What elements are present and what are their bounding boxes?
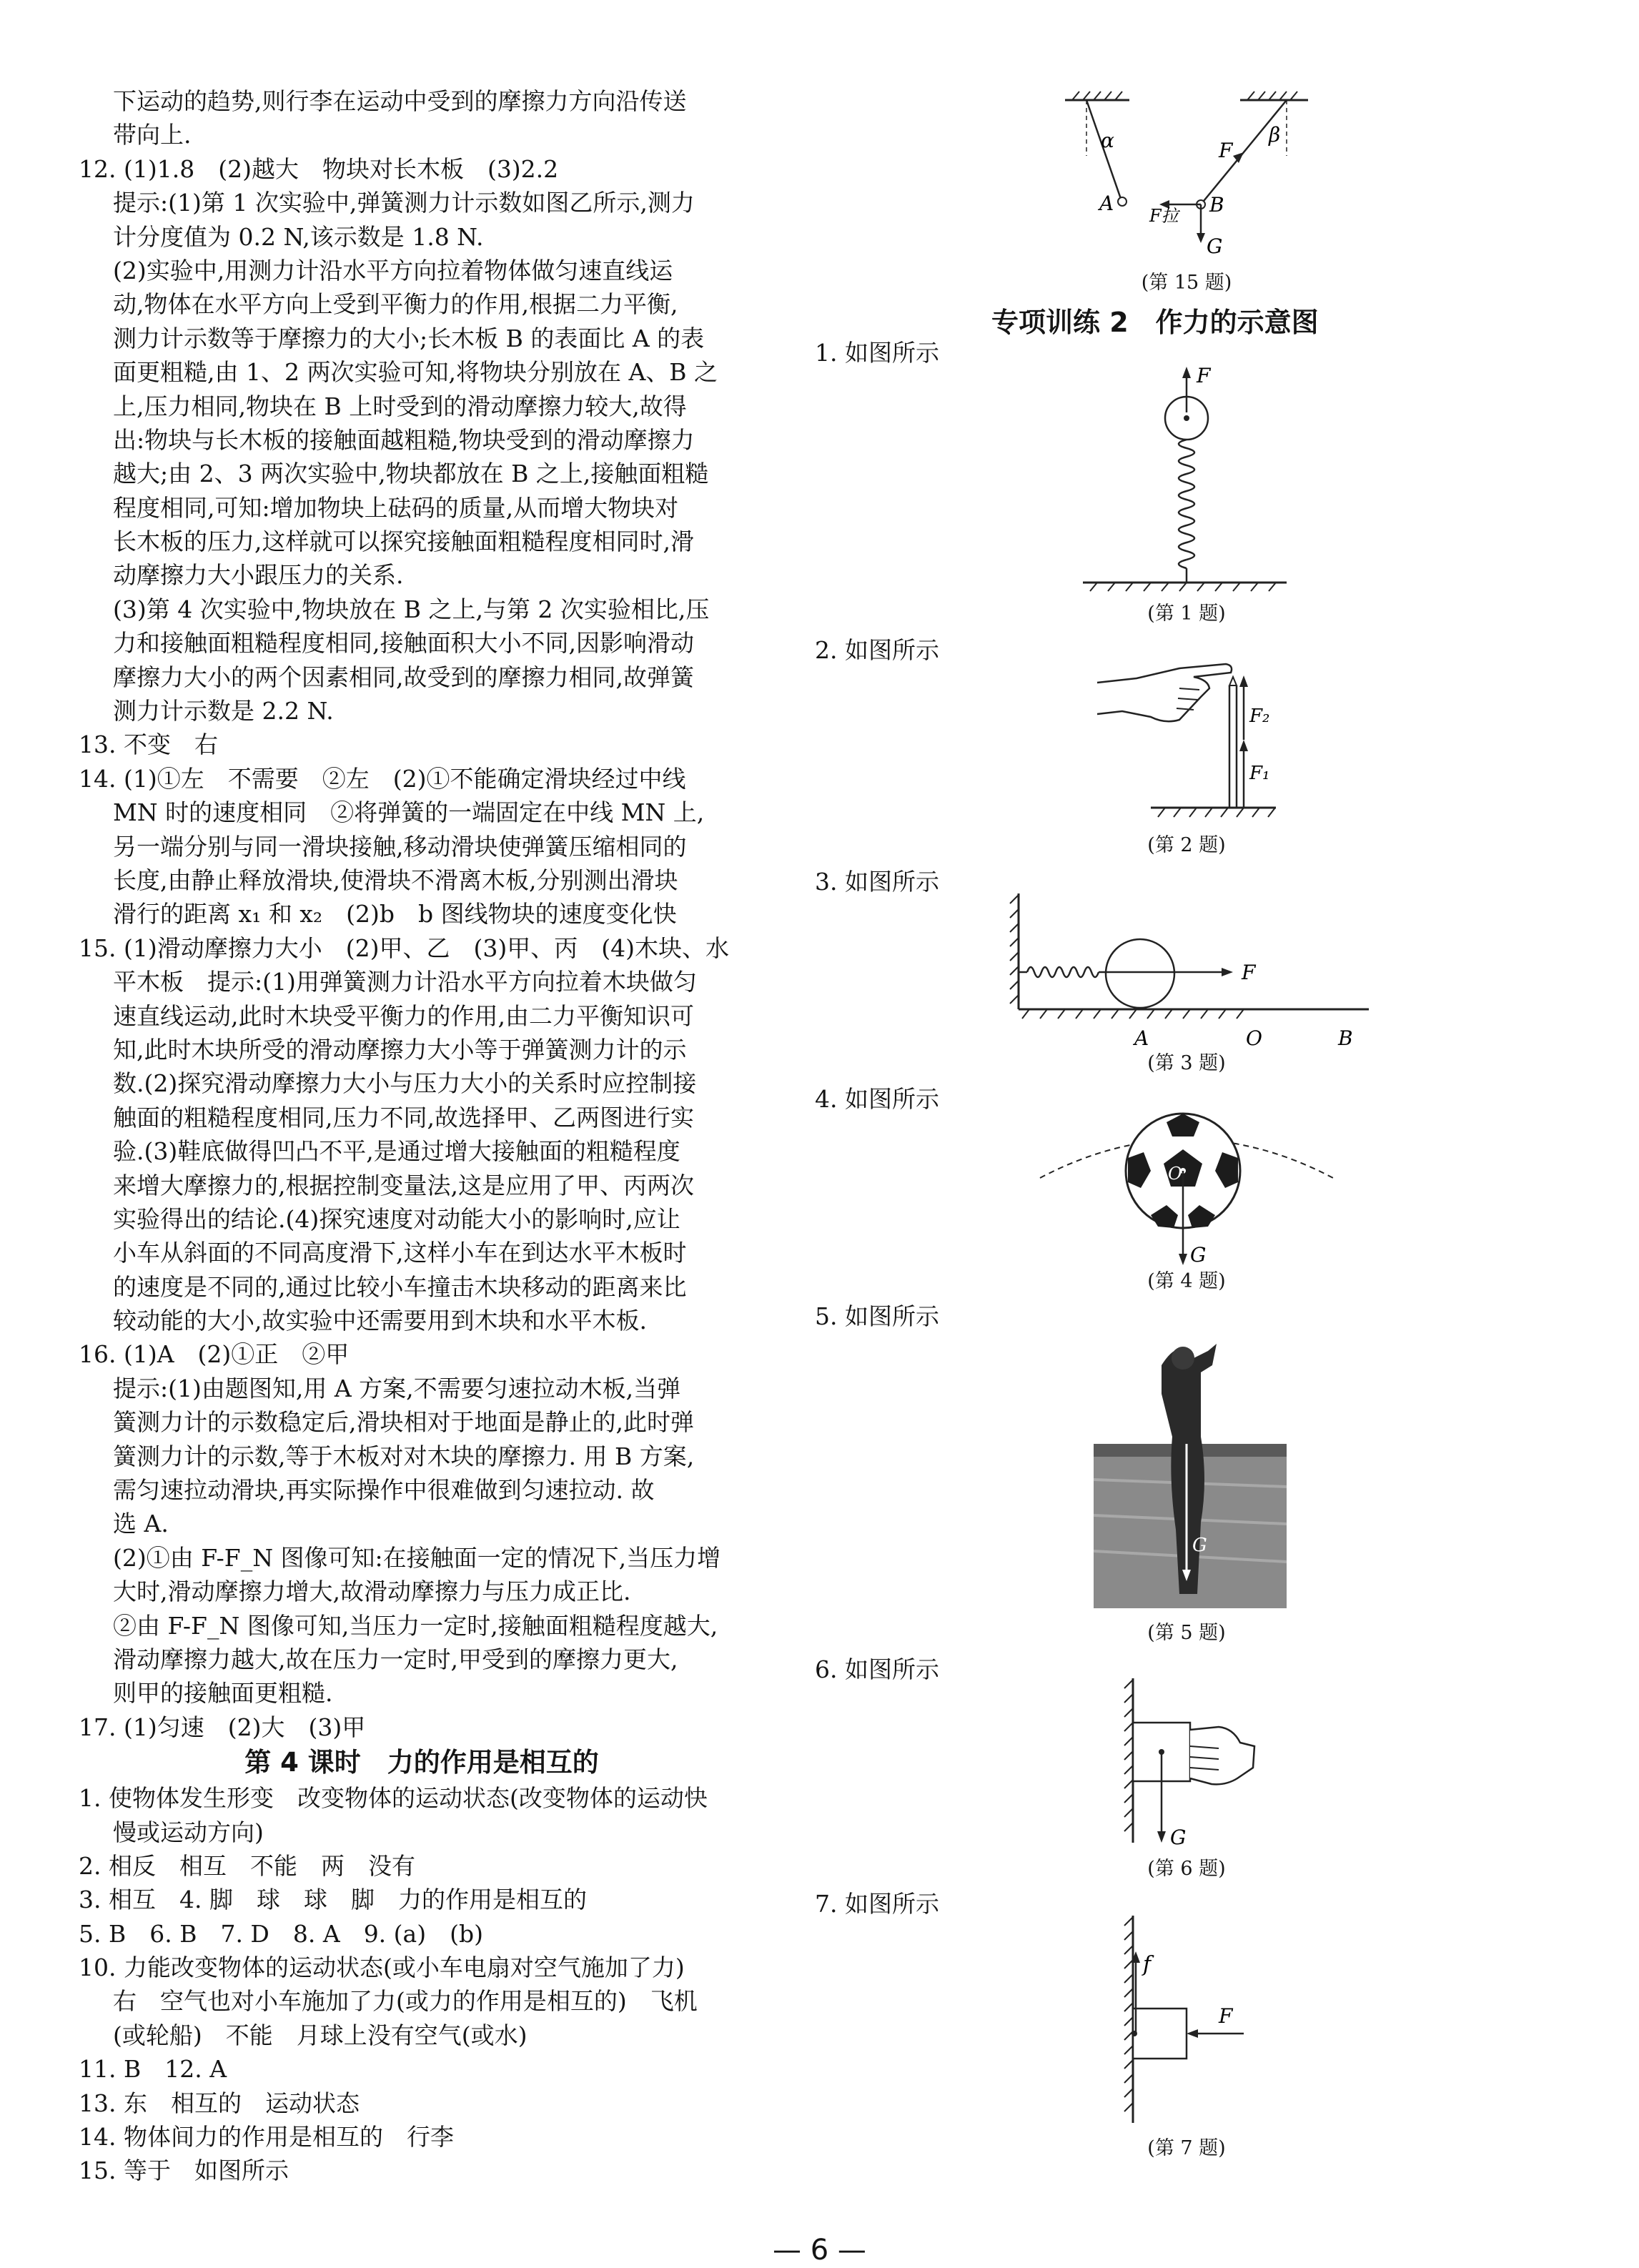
point-o-label: O — [1246, 1026, 1262, 1050]
text-line: 出:物块与长木板的接触面越粗糙,物块受到的滑动摩擦力 — [113, 425, 695, 454]
text-line: (2)①由 F-F_N 图像可知:在接触面一定的情况下,当压力增 — [113, 1543, 721, 1572]
text-line: (或轮船) 不能 月球上没有空气(或水) — [113, 2021, 528, 2049]
text-line: 滑行的距离 x₁ 和 x₂ (2)b b 图线物块的速度变化快 — [113, 900, 677, 929]
item-3-label: 3. 如图所示 — [815, 868, 939, 896]
text-line: 提示:(1)第 1 次实验中,弹簧测力计示数如图乙所示,测力 — [113, 189, 695, 217]
text-line: 1. 使物体发生形变 改变物体的运动状态(改变物体的运动快 — [79, 1784, 708, 1813]
answer-lines — [79, 84, 765, 1744]
item-4-label: 4. 如图所示 — [815, 1085, 939, 1113]
force-label: F — [1219, 139, 1233, 162]
figure-3 — [990, 893, 1376, 1051]
item-7-label: 7. 如图所示 — [815, 1890, 939, 1918]
center-o-label: O — [1168, 1164, 1182, 1184]
text-line: 13. 不变 右 — [79, 731, 218, 759]
item-2-label: 2. 如图所示 — [815, 636, 939, 664]
text-line: 簧测力计的示数稳定后,滑块相对于地面是静止的,此时弹 — [113, 1408, 694, 1437]
point-b-label: B — [1338, 1026, 1353, 1050]
item-1-label: 1. 如图所示 — [815, 339, 939, 367]
section-4-title: 第 4 课时 力的作用是相互的 — [244, 1747, 599, 1778]
alpha-label: α — [1101, 129, 1114, 152]
text-line: 测力计示数等于摩擦力的大小;长木板 B 的表面比 A 的表 — [113, 324, 705, 352]
text-line: 5. B 6. B 7. D 8. A 9. (a) (b) — [79, 1919, 483, 1948]
fig4-caption: (第 4 题) — [1147, 1270, 1226, 1292]
point-b-label: B — [1209, 193, 1224, 217]
text-line: 小车从斜面的不同高度滑下,这样小车在到达水平木板时 — [113, 1239, 687, 1267]
text-line: 10. 力能改变物体的运动状态(或小车电扇对空气施加了力) — [79, 1953, 685, 1982]
gravity-label: G — [1190, 1243, 1207, 1267]
text-line: MN 时的速度相同 ②将弹簧的一端固定在中线 MN 上, — [113, 798, 705, 827]
fig3-caption: (第 3 题) — [1147, 1052, 1226, 1074]
text-line: 15. 等于 如图所示 — [79, 2156, 289, 2185]
text-line: 数.(2)探究滑动摩擦力大小与压力大小的关系时应控制接 — [113, 1069, 697, 1098]
figure-5 — [1094, 1337, 1287, 1608]
text-line: (3)第 4 次实验中,物块放在 B 之上,与第 2 次实验相比,压 — [113, 595, 710, 623]
text-line: 动,物体在水平方向上受到平衡力的作用,根据二力平衡, — [113, 290, 678, 319]
point-a-label: A — [1134, 1026, 1149, 1050]
text-line: 11. B 12. A — [79, 2055, 227, 2084]
beta-label: β — [1269, 123, 1281, 147]
text-line: 滑动摩擦力越大,故在压力一定时,甲受到的摩擦力更大, — [113, 1645, 678, 1673]
text-line: 长木板的压力,这样就可以探究接触面粗糙程度相同时,滑 — [113, 528, 694, 556]
point-a-label: A — [1099, 192, 1114, 215]
text-line: 带向上. — [113, 121, 192, 149]
item-5-label: 5. 如图所示 — [815, 1302, 939, 1330]
force-label: F — [1242, 961, 1256, 984]
pull-force-label: F拉 — [1149, 206, 1179, 226]
text-line: 面更粗糙,由 1、2 两次实验可知,将物块分别放在 A、B 之 — [113, 358, 718, 387]
text-line: 提示:(1)由题图知,用 A 方案,不需要匀速拉动木板,当弹 — [113, 1374, 681, 1402]
gravity-label: G — [1207, 234, 1223, 258]
fig1-caption: (第 1 题) — [1147, 603, 1226, 625]
section-4-answers — [79, 1781, 765, 2188]
text-line: 选 A. — [113, 1510, 169, 1538]
left-column — [79, 84, 765, 2188]
text-line: 计分度值为 0.2 N,该示数是 1.8 N. — [113, 222, 484, 251]
fig5-caption: (第 5 题) — [1147, 1622, 1226, 1644]
item-6-label: 6. 如图所示 — [815, 1655, 939, 1683]
gravity-label: G — [1192, 1535, 1207, 1556]
text-line: 需匀速拉动滑块,再实际操作中很难做到匀速拉动. 故 — [113, 1476, 655, 1505]
text-line: 13. 东 相互的 运动状态 — [79, 2089, 360, 2117]
text-line: 动摩擦力大小跟压力的关系. — [113, 561, 404, 590]
gravity-label: G — [1170, 1826, 1187, 1849]
text-line: 17. (1)匀速 (2)大 (3)甲 — [79, 1713, 366, 1741]
text-line: 14. (1)①左 不需要 ②左 (2)①不能确定滑块经过中线 — [79, 764, 686, 793]
text-line: 15. (1)滑动摩擦力大小 (2)甲、乙 (3)甲、丙 (4)木块、水 — [79, 934, 729, 962]
text-line: 触面的粗糙程度相同,压力不同,故选择甲、乙两图进行实 — [113, 1103, 694, 1131]
friction-label: f — [1143, 1952, 1152, 1977]
figure-2 — [1094, 654, 1279, 826]
text-line: 平木板 提示:(1)用弹簧测力计沿水平方向拉着木块做匀 — [113, 968, 697, 996]
text-line: 较动能的大小,故实验中还需要用到木块和水平木板. — [113, 1307, 647, 1335]
force-label: F — [1197, 364, 1211, 387]
text-line: 程度相同,可知:增加物块上砝码的质量,从而增大物块对 — [113, 493, 679, 522]
force-1-label: F₁ — [1249, 763, 1270, 784]
fig2-caption: (第 2 题) — [1147, 834, 1226, 856]
text-line: 实验得出的结论.(4)探究速度对动能大小的影响时,应让 — [113, 1204, 680, 1233]
text-line: 来增大摩擦力的,根据控制变量法,这是应用了甲、丙两次 — [113, 1171, 694, 1199]
text-line: 下运动的趋势,则行李在运动中受到的摩擦力方向沿传送 — [113, 87, 687, 115]
text-line: 上,压力相同,物块在 B 上时受到的滑动摩擦力较大,故得 — [113, 392, 687, 420]
text-line: 簧测力计的示数,等于木板对对木块的摩擦力. 用 B 方案, — [113, 1442, 695, 1470]
text-line: 测力计示数是 2.2 N. — [113, 697, 334, 726]
text-line: 大时,滑动摩擦力增大,故滑动摩擦力与压力成正比. — [113, 1578, 631, 1606]
text-line: 长度,由静止释放滑块,使滑块不滑离木板,分别测出滑块 — [113, 866, 678, 894]
fig7-caption: (第 7 题) — [1147, 2137, 1226, 2159]
text-line: 的速度是不同的,通过比较小车撞击木块移动的距离来比 — [113, 1272, 687, 1301]
text-line: 2. 相反 相互 不能 两 没有 — [79, 1851, 415, 1880]
text-line: 16. (1)A (2)①正 ②甲 — [79, 1340, 350, 1369]
figure-6 — [1111, 1678, 1276, 1857]
section-heading-special-training: 专项训练 2 作力的示意图 — [991, 307, 1319, 338]
text-line: 慢或运动方向) — [113, 1818, 264, 1846]
text-line: 3. 相互 4. 脚 球 球 脚 力的作用是相互的 — [79, 1886, 587, 1914]
text-line: 14. 物体间力的作用是相互的 行李 — [79, 2123, 454, 2151]
force-label: F — [1219, 2004, 1233, 2028]
figure-1 — [1072, 361, 1301, 597]
page-number: — 6 — — [773, 2234, 866, 2267]
figure-4 — [1036, 1108, 1337, 1265]
text-line: 摩擦力大小的两个因素相同,故受到的摩擦力相同,故弹簧 — [113, 663, 694, 691]
force-2-label: F₂ — [1249, 705, 1270, 727]
text-line: 右 空气也对小车施加了力(或力的作用是相互的) 飞机 — [113, 1987, 698, 2016]
text-line: 另一端分别与同一滑块接触,移动滑块使弹簧压缩相同的 — [113, 832, 687, 861]
figure-15 — [1051, 84, 1322, 258]
text-line: ②由 F-F_N 图像可知,当压力一定时,接触面粗糙程度越大, — [113, 1611, 718, 1640]
text-line: 越大;由 2、3 两次实验中,物块都放在 B 之上,接触面粗糙 — [113, 460, 709, 488]
text-line: 力和接触面粗糙程度相同,接触面积大小不同,因影响滑动 — [113, 629, 694, 658]
text-line: 速直线运动,此时木块受平衡力的作用,由二力平衡知识可 — [113, 1001, 694, 1030]
figure-7 — [1104, 1916, 1276, 2123]
text-line: 知,此时木块所受的滑动摩擦力大小等于弹簧测力计的示 — [113, 1035, 687, 1064]
fig15-caption: (第 15 题) — [1141, 272, 1232, 294]
text-line: 验.(3)鞋底做得凹凸不平,是通过增大接触面的粗糙程度 — [113, 1137, 680, 1166]
text-line: 12. (1)1.8 (2)越大 物块对长木板 (3)2.2 — [79, 154, 559, 183]
text-line: (2)实验中,用测力计沿水平方向拉着物体做匀速直线运 — [113, 256, 673, 284]
fig6-caption: (第 6 题) — [1147, 1858, 1226, 1880]
text-line: 则甲的接触面更粗糙. — [113, 1679, 333, 1708]
